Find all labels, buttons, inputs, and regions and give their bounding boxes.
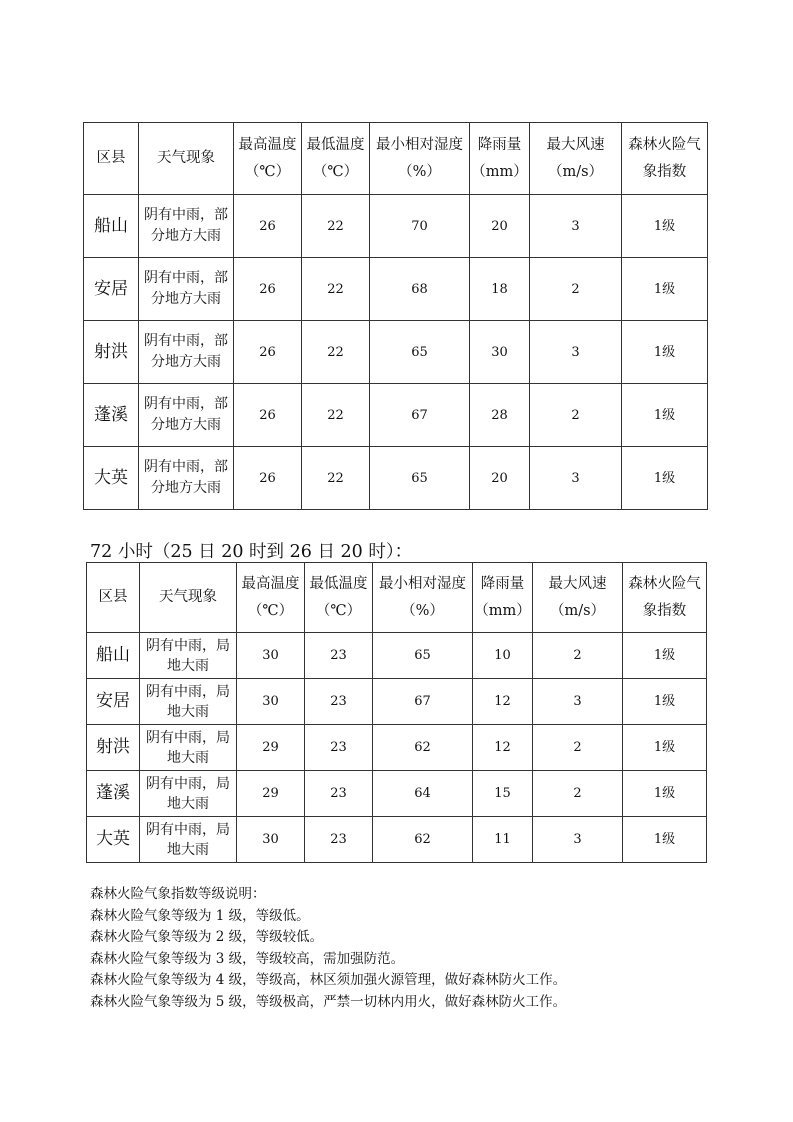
min-temp-cell: 22 [302,195,370,258]
min-humidity-cell: 64 [373,771,473,817]
county-cell: 蓬溪 [84,384,139,447]
fire-index-cell: 1级 [623,771,707,817]
fire-index-cell: 1级 [623,679,707,725]
min-humidity-cell: 65 [373,633,473,679]
county-cell: 大英 [84,447,139,510]
table-row [84,258,708,321]
max-temp-cell: 26 [234,321,302,384]
min-humidity-cell: 67 [370,384,470,447]
max-temp-cell: 26 [234,384,302,447]
phenomenon-cell: 阴有中雨，局地大雨 [140,771,237,817]
min-humidity-cell: 62 [373,725,473,771]
header-min-humidity: 最小相对湿度（%） [370,123,470,195]
max-temp-cell: 26 [234,195,302,258]
county-cell: 船山 [87,633,140,679]
county-cell: 蓬溪 [87,771,140,817]
fire-index-cell: 1级 [622,195,708,258]
phenomenon-cell: 阴有中雨，部分地方大雨 [139,258,234,321]
min-humidity-cell: 65 [370,321,470,384]
notes-line: 森林火险气象等级为 2 级，等级较低。 [90,929,324,945]
table-row [84,384,708,447]
header-fire-index: 森林火险气象指数 [623,563,707,633]
max-wind-cell: 3 [530,321,622,384]
phenomenon-cell: 阴有中雨，局地大雨 [140,725,237,771]
min-humidity-cell: 65 [370,447,470,510]
header-county: 区县 [84,123,139,195]
max-wind-cell: 3 [530,195,622,258]
header-max-temp: 最高温度（℃） [237,563,305,633]
max-wind-cell: 3 [530,447,622,510]
table-row [84,195,708,258]
min-temp-cell: 23 [305,817,373,863]
rainfall-cell: 12 [473,725,533,771]
rainfall-cell: 28 [470,384,530,447]
min-temp-cell: 23 [305,771,373,817]
max-wind-cell: 2 [533,633,623,679]
header-max-wind: 最大风速（m/s） [530,123,622,195]
rainfall-cell: 30 [470,321,530,384]
min-humidity-cell: 67 [373,679,473,725]
notes-line: 森林火险气象等级为 3 级，等级较高，需加强防范。 [90,950,405,967]
notes-line: 森林火险气象等级为 4 级，等级高，林区须加强火源管理，做好森林防火工作。 [90,972,567,988]
max-temp-cell: 30 [237,633,305,679]
notes-line: 森林火险气象等级为 5 级，等级极高，严禁一切林内用火，做好森林防火工作。 [90,993,567,1010]
county-cell: 安居 [87,679,140,725]
header-min-humidity: 最小相对湿度（%） [373,563,473,633]
header-rainfall: 降雨量（mm） [473,563,533,633]
rainfall-cell: 20 [470,195,530,258]
fire-index-cell: 1级 [622,384,708,447]
max-temp-cell: 30 [237,679,305,725]
fire-index-cell: 1级 [623,817,707,863]
table-row [84,321,708,384]
min-humidity-cell: 70 [370,195,470,258]
fire-index-cell: 1级 [622,258,708,321]
min-humidity-cell: 62 [373,817,473,863]
min-temp-cell: 23 [305,633,373,679]
max-temp-cell: 26 [234,258,302,321]
table-header-row [87,563,707,633]
table-row [87,725,707,771]
rainfall-cell: 15 [473,771,533,817]
header-phenomenon: 天气现象 [140,563,237,633]
header-phenomenon: 天气现象 [139,123,234,195]
table-header-row [84,123,708,195]
section-72h-title: 72 小时（25 日 20 时到 26 日 20 时）： [90,542,413,562]
header-min-temp: 最低温度（℃） [305,563,373,633]
rainfall-cell: 12 [473,679,533,725]
header-max-temp: 最高温度（℃） [234,123,302,195]
max-wind-cell: 2 [530,384,622,447]
fire-index-cell: 1级 [622,321,708,384]
phenomenon-cell: 阴有中雨，局地大雨 [140,633,237,679]
county-cell: 大英 [87,817,140,863]
rainfall-cell: 20 [470,447,530,510]
phenomenon-cell: 阴有中雨，局地大雨 [140,679,237,725]
table-row [87,679,707,725]
table-row [87,633,707,679]
phenomenon-cell: 阴有中雨，局地大雨 [140,817,237,863]
max-temp-cell: 29 [237,725,305,771]
phenomenon-cell: 阴有中雨，部分地方大雨 [139,321,234,384]
fire-index-notes [90,884,566,1013]
header-fire-index: 森林火险气象指数 [622,123,708,195]
min-temp-cell: 23 [305,725,373,771]
max-temp-cell: 30 [237,817,305,863]
min-temp-cell: 22 [302,321,370,384]
forecast-table-1 [83,122,708,510]
max-wind-cell: 2 [533,725,623,771]
min-humidity-cell: 68 [370,258,470,321]
phenomenon-cell: 阴有中雨，部分地方大雨 [139,195,234,258]
min-temp-cell: 22 [302,384,370,447]
table-row [84,447,708,510]
header-max-wind: 最大风速（m/s） [533,563,623,633]
rainfall-cell: 18 [470,258,530,321]
notes-title: 森林火险气象指数等级说明： [90,886,266,902]
county-cell: 船山 [84,195,139,258]
max-wind-cell: 2 [530,258,622,321]
max-wind-cell: 3 [533,817,623,863]
min-temp-cell: 22 [302,447,370,510]
forecast-table-2 [86,562,707,863]
table-row [87,771,707,817]
max-temp-cell: 29 [237,771,305,817]
max-wind-cell: 2 [533,771,623,817]
fire-index-cell: 1级 [622,447,708,510]
notes-line: 森林火险气象等级为 1 级，等级低。 [90,907,310,924]
fire-index-cell: 1级 [623,633,707,679]
min-temp-cell: 22 [302,258,370,321]
max-temp-cell: 26 [234,447,302,510]
county-cell: 射洪 [87,725,140,771]
rainfall-cell: 11 [473,817,533,863]
county-cell: 射洪 [84,321,139,384]
min-temp-cell: 23 [305,679,373,725]
county-cell: 安居 [84,258,139,321]
table-row [87,817,707,863]
max-wind-cell: 3 [533,679,623,725]
header-rainfall: 降雨量（mm） [470,123,530,195]
rainfall-cell: 10 [473,633,533,679]
phenomenon-cell: 阴有中雨，部分地方大雨 [139,447,234,510]
header-county: 区县 [87,563,140,633]
phenomenon-cell: 阴有中雨，部分地方大雨 [139,384,234,447]
header-min-temp: 最低温度（℃） [302,123,370,195]
fire-index-cell: 1级 [623,725,707,771]
